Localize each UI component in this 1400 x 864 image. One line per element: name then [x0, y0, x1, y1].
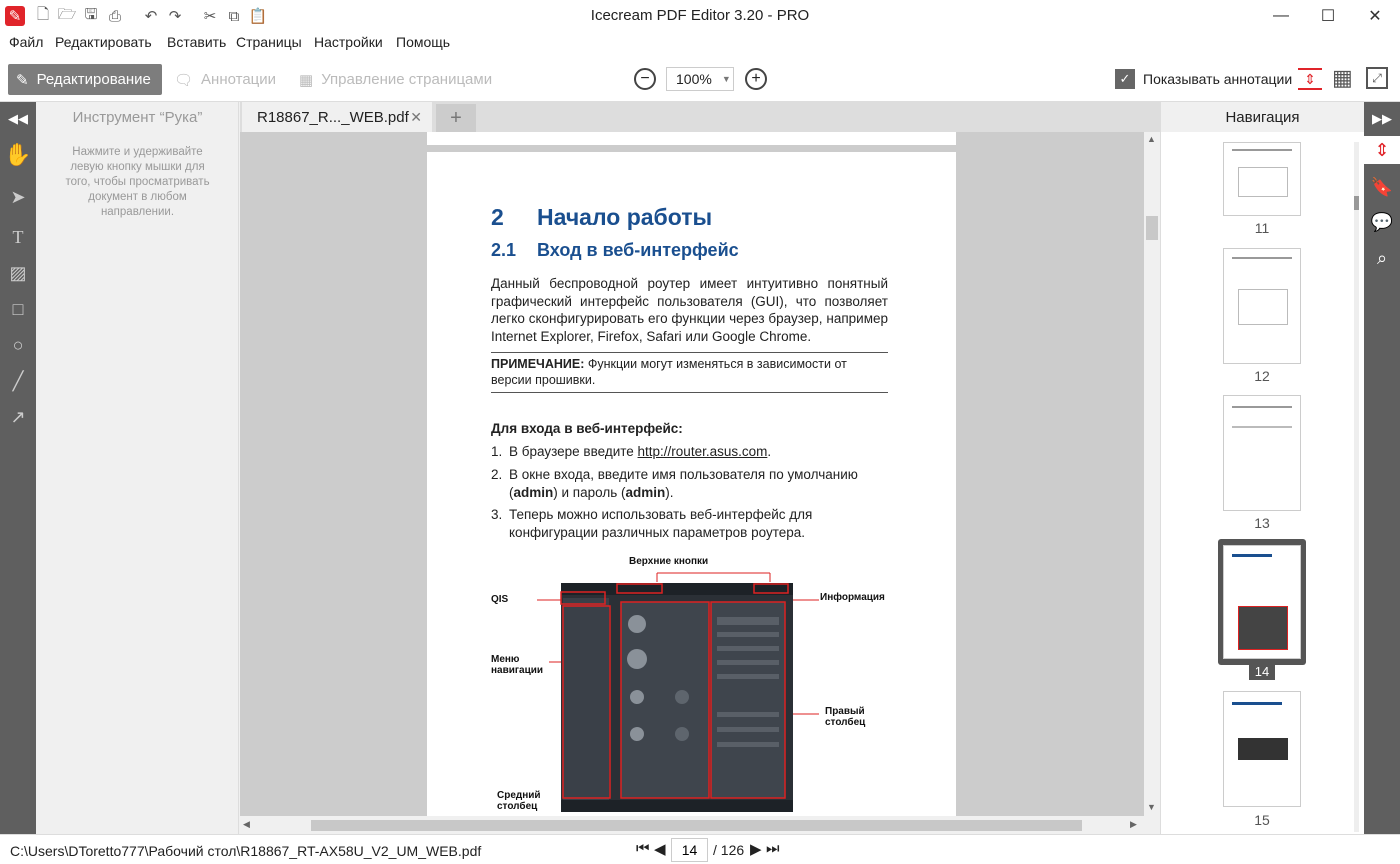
mode-edit-label: Редактирование — [36, 71, 151, 88]
text-tool-icon[interactable]: T — [12, 226, 24, 247]
left-tool-rail — [0, 102, 36, 834]
step-2-password: admin — [625, 484, 666, 500]
note-label: ПРИМЕЧАНИЕ: — [491, 357, 585, 371]
copy-icon[interactable]: ⧉ — [228, 7, 240, 25]
line-tool-icon[interactable]: ╱ — [12, 370, 24, 391]
page-thumbnail-11[interactable] — [1223, 142, 1301, 216]
subheading-number: 2.1 — [491, 240, 517, 260]
mode-pages-label: Управление страницами — [321, 71, 493, 88]
page-thumbnail-15[interactable] — [1223, 691, 1301, 807]
menu-insert[interactable]: Вставить — [167, 34, 227, 50]
router-screenshot-figure — [527, 562, 827, 812]
step-1-end: . — [767, 444, 772, 459]
step-1-text: В браузере введите — [509, 444, 638, 459]
step-2 — [509, 466, 889, 501]
previous-page-edge — [427, 132, 956, 145]
scroll-down-icon[interactable]: ▼ — [1147, 802, 1156, 812]
page-thumbnail-11-number: 11 — [1254, 220, 1270, 236]
minimize-button[interactable]: — — [1273, 6, 1289, 24]
navigation-panel — [1160, 102, 1364, 834]
close-button[interactable]: ✕ — [1368, 7, 1382, 25]
thumb-line — [1232, 702, 1282, 705]
paste-icon[interactable]: 📋 — [248, 8, 268, 25]
page-thumbnail-14-number: 14 — [1249, 664, 1275, 680]
maximize-button[interactable]: ☐ — [1320, 7, 1336, 25]
thumbnail-scroll-thumb[interactable] — [1354, 196, 1359, 210]
page-navigation-icon[interactable]: ⇕ — [1364, 136, 1400, 164]
print-icon[interactable]: ⎙ — [108, 7, 121, 25]
vertical-scroll-thumb[interactable] — [1146, 216, 1158, 240]
step-3-number: 3. — [491, 507, 503, 522]
menu-file[interactable]: Файл — [9, 34, 44, 50]
menu-settings[interactable]: Настройки — [314, 34, 383, 50]
page-thumbnail-12[interactable] — [1223, 248, 1301, 364]
single-page-view-icon[interactable]: ⇕ — [1298, 68, 1322, 90]
note-text: Функции могут изменяться в зависимости от версии прошивки. — [491, 357, 847, 387]
scroll-right-icon[interactable]: ▶ — [1130, 819, 1137, 829]
step-2-text: В окне входа, введите имя пользователя по умолчанию ( — [509, 467, 858, 500]
thumb-line — [1232, 149, 1292, 151]
document-tab-label: R18867_R..._WEB.pdf — [257, 108, 409, 126]
document-tabs — [240, 102, 1160, 132]
zoom-select[interactable] — [666, 67, 734, 91]
tool-panel-title: Инструмент “Рука” — [72, 109, 203, 126]
router-url-link[interactable]: http://router.asus.com — [637, 444, 768, 459]
intro-paragraph: Данный беспроводной роутер имеет интуитивно понятный графический интерфейс пользователя (GUI), что позволяет легко сконфигурировать его функции через браузер, например Internet Explorer, Firefox, Safari или Google Chrome. — [491, 276, 888, 344]
step-3: Теперь можно использовать веб-интерфейс для конфигурации различных параметров роутера. — [509, 507, 813, 540]
note-rule-top — [491, 352, 888, 353]
zoom-value: 100% — [676, 71, 712, 87]
menu-help[interactable]: Помощь — [396, 34, 451, 50]
heading-title: Начало работы — [537, 204, 713, 230]
search-icon[interactable]: ⌕ — [1376, 247, 1388, 268]
redo-icon[interactable]: ↷ — [168, 8, 182, 25]
thumb-line — [1232, 406, 1292, 408]
menu-pages[interactable]: Страницы — [236, 34, 302, 50]
zoom-in-icon[interactable]: + — [745, 68, 767, 90]
step-2-username: admin — [513, 484, 554, 500]
figure-label-qis: QIS — [491, 594, 509, 605]
prev-page-icon[interactable]: ◀ — [654, 841, 666, 858]
figure-label-info: Информация — [820, 592, 885, 603]
undo-icon[interactable]: ↶ — [144, 8, 158, 25]
arrow-tool-icon[interactable]: ↗ — [10, 406, 26, 427]
horizontal-scrollbar[interactable] — [240, 816, 1144, 834]
note-block — [491, 356, 888, 388]
fullscreen-icon[interactable]: ⤢ — [1366, 67, 1388, 89]
thumb-figure — [1238, 738, 1288, 760]
title-bar — [0, 0, 1400, 31]
page-thumbnail-14[interactable] — [1223, 545, 1301, 659]
file-path: C:\Users\DToretto777\Рабочий стол\R18867_RT-AX58U_V2_UM_WEB.pdf — [10, 843, 482, 859]
mode-annotations-button[interactable] — [174, 64, 276, 95]
comments-icon[interactable]: 💬 — [1370, 211, 1394, 232]
thumb-figure — [1238, 606, 1288, 650]
figure-label-nav-menu: Меню навигации — [491, 654, 544, 676]
ellipse-tool-icon[interactable]: ○ — [12, 334, 24, 355]
page-thumbnail-12-number: 12 — [1254, 368, 1270, 384]
add-tab-icon[interactable]: + — [436, 104, 476, 132]
next-page-icon[interactable]: ▶ — [750, 841, 762, 858]
thumbnail-scrollbar[interactable] — [1354, 142, 1359, 832]
zoom-out-icon[interactable]: − — [634, 68, 656, 90]
page-total: / 126 — [713, 842, 745, 858]
menu-edit[interactable]: Редактировать — [55, 34, 152, 50]
bookmark-icon[interactable]: 🔖 — [1370, 176, 1394, 197]
tool-info-panel — [36, 102, 239, 834]
image-tool-icon[interactable]: ▨ — [9, 262, 27, 283]
rectangle-tool-icon[interactable]: □ — [12, 298, 24, 319]
first-page-icon[interactable]: ⏮ — [636, 840, 650, 857]
mode-edit-button[interactable] — [8, 64, 162, 95]
steps-title: Для входа в веб-интерфейс: — [491, 421, 683, 436]
step-1-number: 1. — [491, 444, 503, 459]
multi-page-view-icon[interactable]: ▦ — [1332, 65, 1353, 90]
mode-annotations-label: Аннотации — [201, 71, 277, 88]
figure-label-top-buttons: Верхние кнопки — [629, 556, 709, 567]
pencil-icon: ✎ — [16, 71, 29, 89]
step-2-number: 2. — [491, 467, 503, 482]
page-thumbnail-13[interactable] — [1223, 395, 1301, 511]
right-tool-rail — [1364, 102, 1400, 834]
document-tab[interactable] — [242, 102, 432, 132]
status-bar — [0, 834, 1400, 864]
navigation-title: Навигация — [1161, 102, 1364, 132]
vertical-scrollbar[interactable] — [1144, 132, 1160, 816]
step-2-mid: ) и пароль ( — [553, 484, 626, 500]
thumb-line — [1232, 554, 1272, 557]
chevron-down-icon: ▼ — [721, 74, 731, 84]
close-tab-icon[interactable]: ✕ — [410, 108, 422, 125]
comment-icon: 🗨 — [174, 71, 194, 89]
thumb-figure — [1238, 289, 1288, 325]
select-tool-icon[interactable]: ➤ — [10, 186, 26, 207]
scroll-up-icon[interactable]: ▲ — [1147, 134, 1156, 144]
open-folder-icon[interactable]: 🗁 — [57, 5, 77, 23]
figure-label-middle-column: Средний столбец — [497, 790, 541, 812]
new-document-icon[interactable]: 🗋 — [36, 5, 50, 23]
save-icon[interactable]: 🖫 — [84, 5, 98, 23]
last-page-icon[interactable]: ⏭ — [766, 840, 780, 857]
step-1 — [509, 443, 889, 461]
page-thumbnail-15-number: 15 — [1254, 812, 1270, 828]
pdf-page — [427, 152, 956, 816]
collapse-left-icon[interactable]: ◀◀ — [8, 111, 28, 126]
page-thumbnail-13-number: 13 — [1254, 515, 1270, 531]
scroll-left-icon[interactable]: ◀ — [243, 819, 250, 829]
cut-icon[interactable]: ✂ — [203, 8, 217, 25]
note-rule-bottom — [491, 392, 888, 393]
thumb-line — [1232, 426, 1292, 428]
heading-number: 2 — [491, 204, 504, 230]
subheading-title: Вход в веб-интерфейс — [537, 240, 739, 260]
show-annotations-label: Показывать аннотации — [1143, 71, 1293, 87]
app-logo-icon: ✎ — [5, 6, 25, 26]
hand-tool-icon[interactable]: ✋ — [4, 142, 32, 167]
show-annotations-checkbox[interactable]: ✓ — [1115, 69, 1135, 89]
document-viewport[interactable] — [240, 132, 1144, 816]
pages-grid-icon: ▦ — [299, 71, 314, 89]
collapse-right-icon[interactable]: ▶▶ — [1372, 111, 1392, 126]
mode-pages-button[interactable] — [299, 64, 492, 95]
tool-panel-hint: Нажмите и удерживайте левую кнопку мышки для того, чтобы просматривать документ в любом направлении. — [65, 146, 210, 218]
step-2-end: ). — [665, 484, 674, 500]
page-number-input[interactable] — [671, 838, 708, 862]
thumb-line — [1232, 257, 1292, 259]
horizontal-scroll-thumb[interactable] — [311, 820, 1082, 831]
window-title: Icecream PDF Editor 3.20 - PRO — [590, 7, 810, 24]
thumb-figure — [1238, 167, 1288, 197]
figure-label-right-column: Правый столбец — [825, 706, 866, 728]
